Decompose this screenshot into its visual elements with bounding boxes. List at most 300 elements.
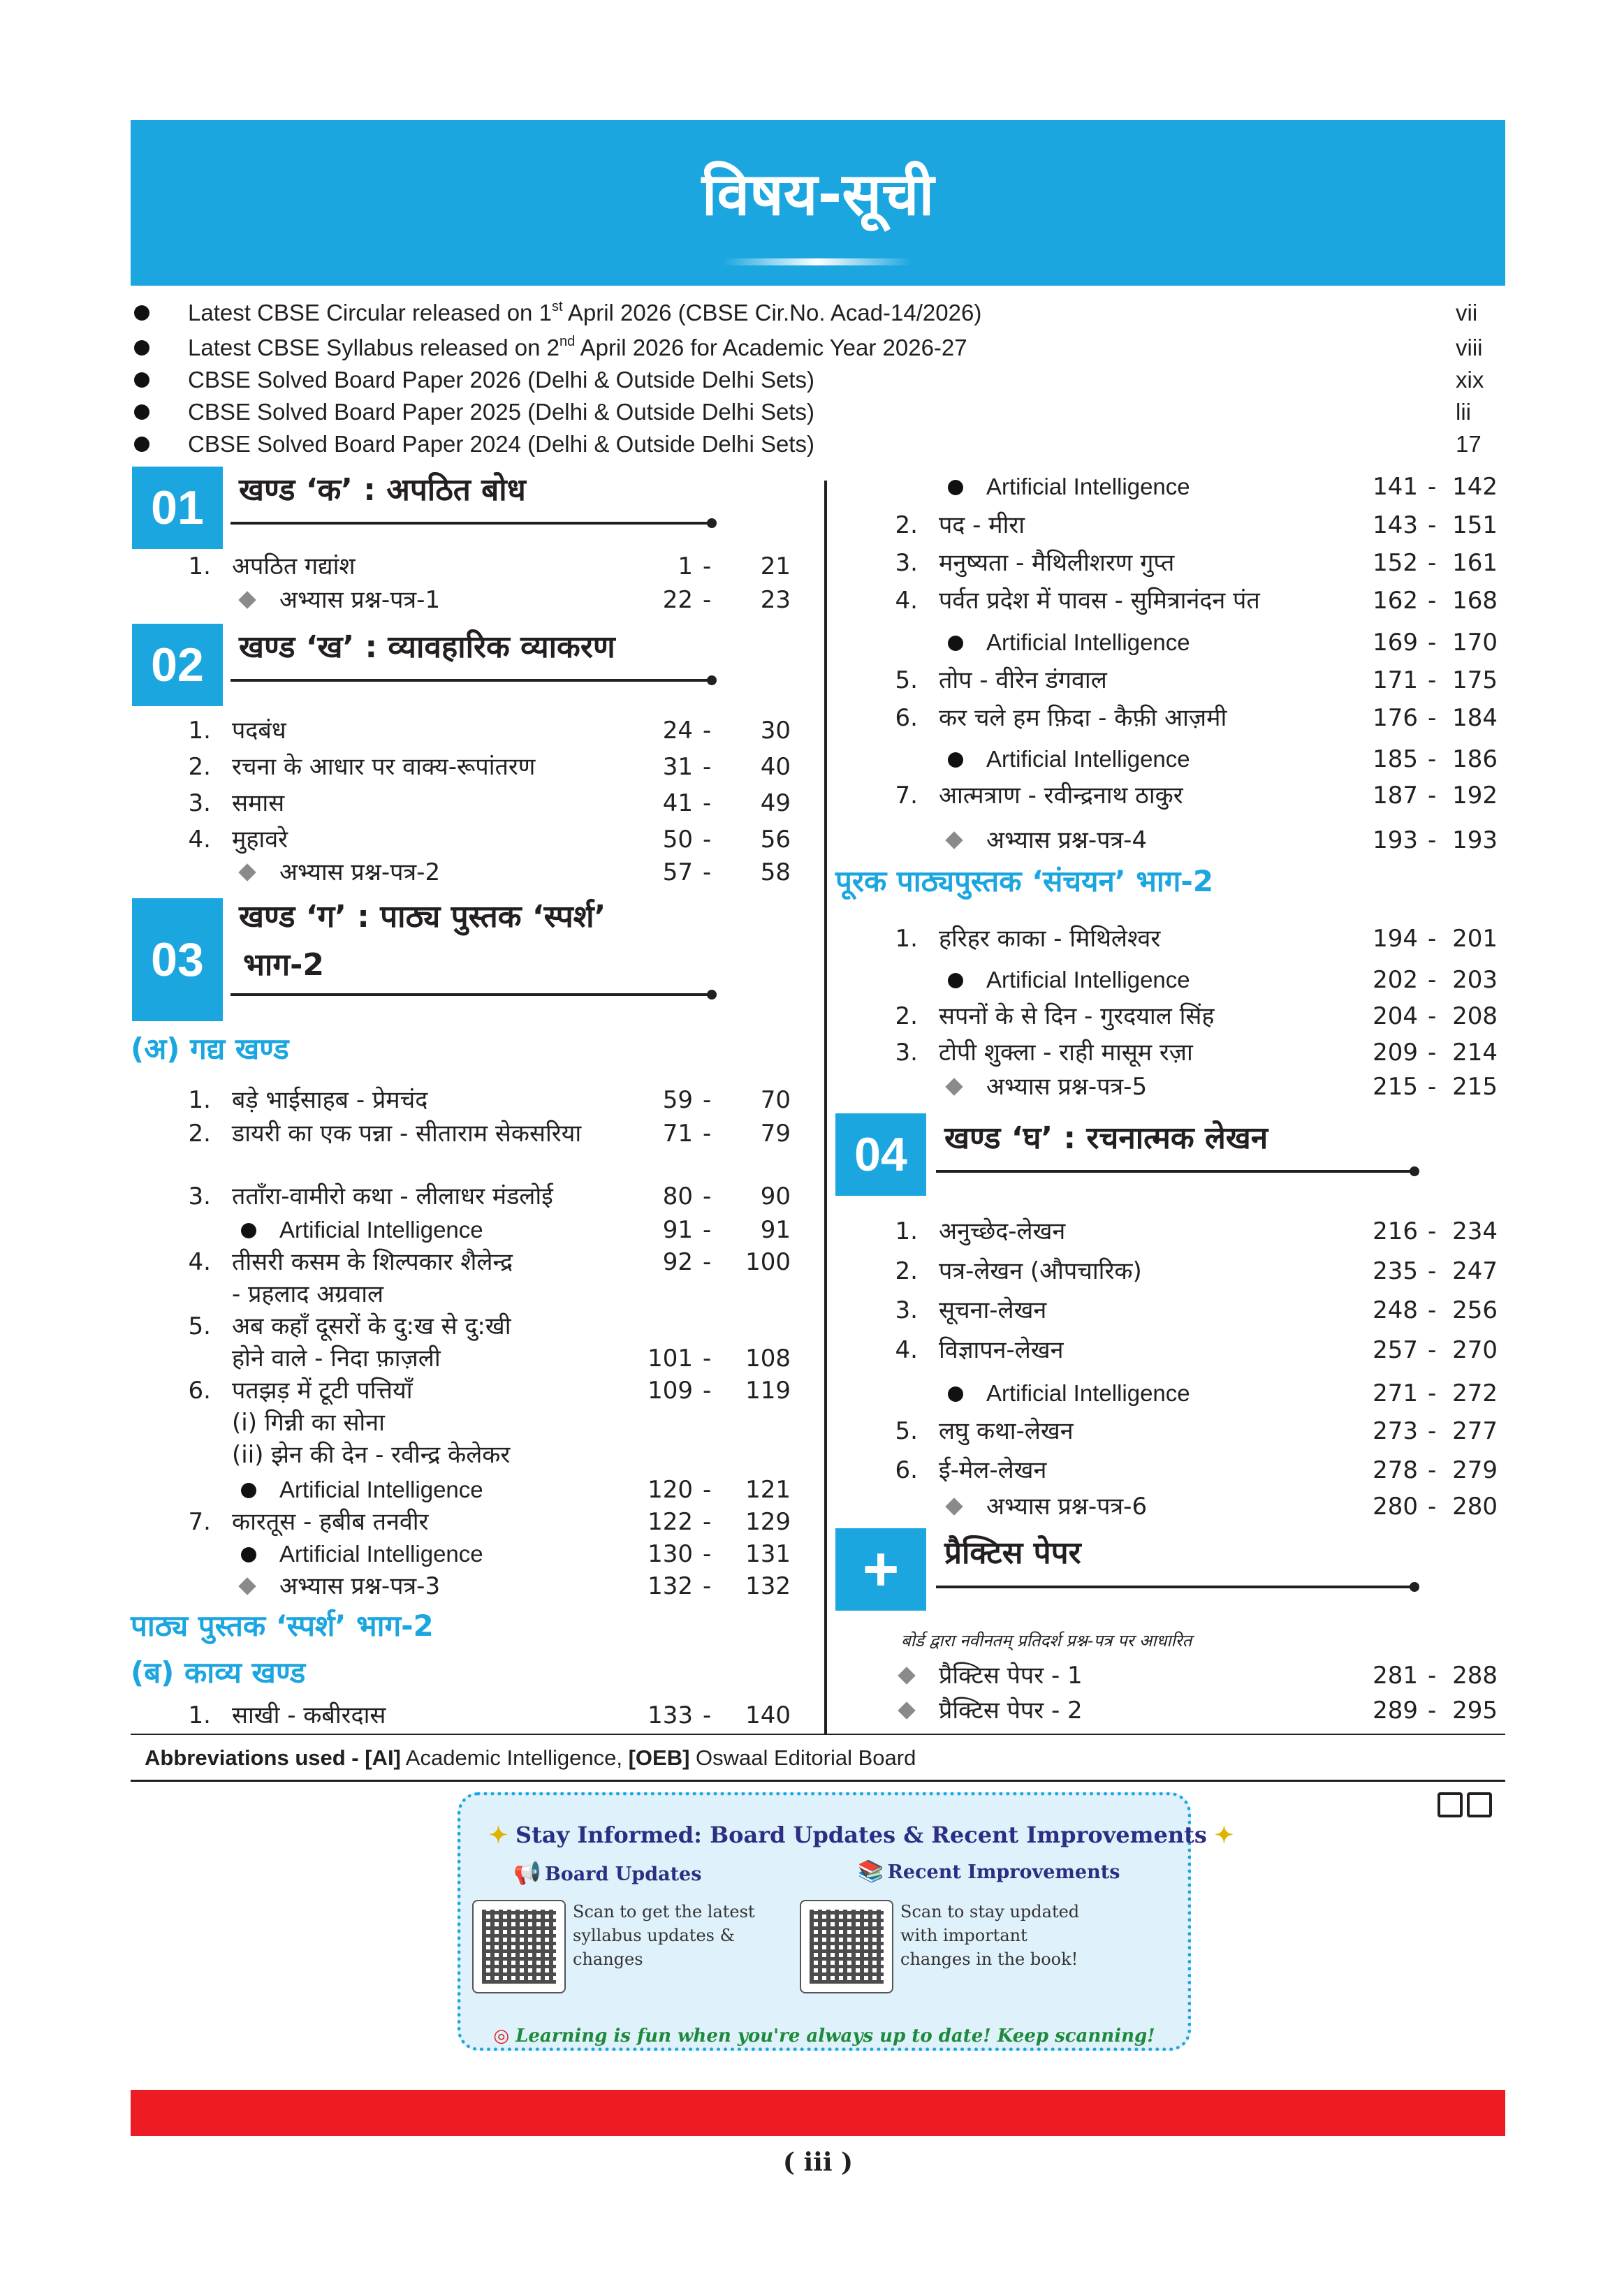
section-rule-dot [707, 675, 717, 685]
diamond-icon [945, 1078, 963, 1095]
page-to: 140 [745, 1701, 791, 1729]
page-dash: - [703, 858, 712, 886]
qr-code-recent-improvements[interactable] [800, 1900, 893, 1993]
page-to: 151 [1452, 511, 1498, 539]
page-dash: - [703, 1183, 712, 1210]
page-from: 31 [662, 753, 693, 781]
section-rule [231, 993, 712, 996]
toc-entry [937, 824, 1505, 856]
entry-title: अभ्यास प्रश्न-पत्र-6 [986, 1493, 1148, 1521]
page-to: 119 [745, 1377, 791, 1405]
page-from: 91 [662, 1216, 693, 1244]
page-to: 70 [760, 1086, 791, 1114]
page-dash: - [1428, 1002, 1437, 1030]
page-to: 256 [1452, 1296, 1498, 1324]
entry-number: 7. [895, 782, 918, 810]
sparkle-icon: ✦ [489, 1822, 508, 1848]
entry-title: तोप - वीरेन डंगवाल [939, 666, 1107, 694]
page-from: 41 [662, 789, 693, 817]
page-from: 176 [1373, 704, 1418, 732]
entry-title: समास [232, 789, 285, 817]
entry-title: Artificial Intelligence [986, 474, 1190, 499]
entry-title: (ii) झेन की देन - रवीन्द्र केलेकर [232, 1441, 511, 1469]
entry-title: Artificial Intelligence [279, 1477, 483, 1502]
entry-title: - प्रहलाद अग्रवाल [232, 1280, 384, 1308]
intro-item [131, 332, 1505, 364]
title-underline [723, 258, 912, 265]
toc-entry [890, 509, 1505, 541]
bullet-icon [134, 404, 149, 420]
page-to: 279 [1452, 1456, 1498, 1484]
page-to: 168 [1452, 587, 1498, 615]
entry-number: 3. [188, 789, 211, 817]
bullet-icon [948, 636, 963, 651]
section-title: खण्ड ‘ख’ : व्यावहारिक व्याकरण [239, 629, 615, 665]
entry-title: प्रैक्टिस पेपर - 1 [939, 1662, 1083, 1690]
toc-entry [890, 1454, 1505, 1486]
page-to: 193 [1452, 826, 1498, 854]
bullet-icon [134, 305, 149, 321]
toc-entry [937, 471, 1505, 503]
subsection-heading: (अ) गद्य खण्ड [131, 1032, 289, 1066]
page-from: 50 [662, 826, 693, 854]
intro-page: viii [1456, 335, 1483, 360]
entry-title: कारतूस - हबीब तनवीर [232, 1508, 429, 1536]
page-dash: - [703, 1086, 712, 1114]
bullet-icon [948, 752, 963, 768]
bullet-icon [241, 1547, 256, 1562]
abbrev-oeb-text: Oswaal Editorial Board [689, 1745, 916, 1770]
page-from: 216 [1373, 1217, 1418, 1245]
section-title: खण्ड ‘क’ : अपठित बोध [239, 472, 526, 508]
abbrev-label: Abbreviations used - [145, 1745, 365, 1770]
entry-title: पत्र-लेखन (औपचारिक) [939, 1257, 1142, 1285]
toc-entry [183, 1310, 798, 1342]
toc-entry [890, 1660, 1505, 1692]
page-from: 92 [662, 1248, 693, 1276]
page-to: 100 [745, 1248, 791, 1276]
entry-number: 4. [895, 1336, 918, 1364]
entry-title: Artificial Intelligence [986, 629, 1190, 655]
page-to: 214 [1452, 1039, 1498, 1067]
entry-title: अब कहाँ दूसरों के दु:ख से दु:खी [232, 1312, 511, 1340]
toc-entry [890, 1037, 1505, 1069]
page-to: 56 [760, 826, 791, 854]
intro-page: xix [1456, 367, 1484, 393]
bullet-icon [241, 1223, 256, 1238]
toc-entry [183, 1699, 798, 1732]
toc-entry [890, 1294, 1505, 1326]
page-dash: - [703, 1476, 712, 1504]
page-from: 202 [1373, 966, 1418, 994]
megaphone-icon: 📢 [513, 1859, 541, 1886]
page-from: 187 [1373, 782, 1418, 810]
entry-title: पर्वत प्रदेश में पावस - सुमित्रानंदन पंत [939, 587, 1260, 615]
section-rule-dot [1410, 1582, 1419, 1592]
page-dash: - [1428, 1456, 1437, 1484]
page-to: 129 [745, 1508, 791, 1536]
page-to: 272 [1452, 1379, 1498, 1407]
bullet-icon [134, 372, 149, 388]
intro-page: vii [1456, 300, 1478, 325]
entry-title: सूचना-लेखन [939, 1296, 1047, 1324]
intro-sup: nd [559, 334, 576, 349]
entry-number: 1. [188, 552, 211, 580]
qr-description: Scan to get the latest syllabus updates & changes [573, 1902, 755, 1969]
entry-title: पतझड़ में टूटी पत्तियाँ [232, 1377, 413, 1405]
diamond-icon [898, 1701, 915, 1719]
entry-title: Artificial Intelligence [986, 746, 1190, 772]
section-rule [231, 522, 712, 525]
page-to: 170 [1452, 629, 1498, 657]
entry-title: पदबंध [232, 717, 286, 745]
page-to: 203 [1452, 966, 1498, 994]
entry-title: अपठित गद्यांश [232, 552, 356, 580]
toc-entry [231, 1570, 798, 1602]
page-from: 59 [662, 1086, 693, 1114]
page-dash: - [703, 826, 712, 854]
toc-entry [890, 1694, 1505, 1727]
toc-entry-continuation [183, 1278, 798, 1310]
toc-entry [890, 779, 1505, 812]
board-updates-heading [513, 1859, 701, 1886]
page-dash: - [1428, 1039, 1437, 1067]
page-dash: - [1428, 587, 1437, 615]
section-title: प्रैक्टिस पेपर [944, 1535, 1081, 1571]
entry-title: Artificial Intelligence [279, 1541, 483, 1567]
page-from: 162 [1373, 587, 1418, 615]
section-title-line2: भाग-2 [243, 947, 324, 983]
page-from: 194 [1373, 925, 1418, 953]
page-from: 278 [1373, 1456, 1418, 1484]
entry-number: 3. [895, 1296, 918, 1324]
toc-entry [937, 627, 1505, 659]
entry-number: 7. [188, 1508, 211, 1536]
toc-entry [183, 1118, 798, 1150]
toc-entry [231, 856, 798, 888]
entry-title: पद - मीरा [939, 511, 1025, 539]
footer-red-bar [131, 2090, 1505, 2136]
intro-text: CBSE Solved Board Paper 2026 (Delhi & Outside Delhi Sets) [188, 367, 814, 393]
toc-entry [183, 1246, 798, 1278]
subsection-heading: पूरक पाठ्यपुस्तक ‘संचयन’ भाग-2 [835, 864, 1214, 898]
page-from: 80 [662, 1183, 693, 1210]
section-rule-dot [707, 990, 717, 1000]
page-from: 257 [1373, 1336, 1418, 1364]
abbrev-oeb-key: [OEB] [628, 1745, 690, 1770]
intro-text: Latest CBSE Syllabus released on 2 [188, 335, 559, 360]
toc-entry [183, 715, 798, 747]
toc-entry [183, 1506, 798, 1538]
subsection-heading: पाठ्य पुस्तक ‘स्पर्श’ भाग-2 [131, 1609, 434, 1643]
qr-footer-text: Learning is fun when you're always up to date! Keep scanning! [515, 2026, 1155, 2047]
page-dash: - [1428, 1493, 1437, 1521]
page-to: 192 [1452, 782, 1498, 810]
intro-text: CBSE Solved Board Paper 2024 (Delhi & Outside Delhi Sets) [188, 431, 814, 457]
page-to: 184 [1452, 704, 1498, 732]
section-rule-dot [1410, 1166, 1419, 1176]
page-to: 49 [760, 789, 791, 817]
page-from: 289 [1373, 1697, 1418, 1725]
page-dash: - [703, 1540, 712, 1568]
intro-item [131, 297, 1505, 329]
intro-text: April 2026 for Academic Year 2026-27 [575, 335, 967, 360]
entry-title: अनुच्छेद-लेखन [939, 1217, 1066, 1245]
toc-entry [183, 1180, 798, 1213]
page-from: 271 [1373, 1379, 1418, 1407]
entry-title: (i) गिन्नी का सोना [232, 1409, 385, 1437]
entry-title: टोपी शुक्ला - राही मासूम रज़ा [939, 1039, 1193, 1067]
page-from: 204 [1373, 1002, 1418, 1030]
qr-subheading: Board Updates [544, 1864, 702, 1885]
subsection-heading: (ब) काव्य खण्ड [131, 1655, 306, 1690]
section-number: 01 [132, 467, 223, 549]
column-divider [824, 481, 827, 1734]
page-dash: - [703, 1248, 712, 1276]
toc-entry [890, 923, 1505, 955]
page-to: 142 [1452, 473, 1498, 501]
page-dash: - [1428, 1257, 1437, 1285]
diamond-icon [945, 1498, 963, 1515]
page-dash: - [1428, 629, 1437, 657]
toc-entry-continuation [183, 1342, 798, 1375]
entry-number: 1. [895, 925, 918, 953]
diamond-icon [945, 831, 963, 849]
page-dash: - [1428, 704, 1437, 732]
page-from: 24 [662, 717, 693, 745]
entry-number: 1. [188, 717, 211, 745]
page-dash: - [1428, 1336, 1437, 1364]
page-to: 91 [760, 1216, 791, 1244]
entry-title: Artificial Intelligence [279, 1217, 483, 1243]
qr-footer-note [489, 2026, 1160, 2047]
page-to: 288 [1452, 1662, 1498, 1690]
page-from: 281 [1373, 1662, 1418, 1690]
page-dash: - [1428, 1662, 1437, 1690]
page-to: 79 [760, 1120, 791, 1148]
entry-number: 2. [895, 1257, 918, 1285]
section-number: 03 [132, 898, 223, 1021]
page-to: 215 [1452, 1073, 1498, 1101]
page-from: 235 [1373, 1257, 1418, 1285]
toc-entry [890, 702, 1505, 734]
page-from: 215 [1373, 1073, 1418, 1101]
page-dash: - [1428, 549, 1437, 577]
page-to: 23 [760, 586, 791, 614]
page-dash: - [1428, 1697, 1437, 1725]
page-dash: - [1428, 666, 1437, 694]
toc-entry [890, 547, 1505, 579]
entry-number: 6. [188, 1377, 211, 1405]
entry-number: 1. [188, 1086, 211, 1114]
page-to: 247 [1452, 1257, 1498, 1285]
entry-title: रचना के आधार पर वाक्य-रूपांतरण [232, 753, 536, 781]
entry-title: विज्ञापन-लेखन [939, 1336, 1064, 1364]
qr-code-board-updates[interactable] [472, 1900, 566, 1993]
page-dash: - [703, 1572, 712, 1600]
page-dash: - [1428, 473, 1437, 501]
footer-rule-top [131, 1734, 1505, 1735]
page-to: 175 [1452, 666, 1498, 694]
entry-title: अभ्यास प्रश्न-पत्र-4 [986, 826, 1148, 854]
entry-number: 1. [188, 1701, 211, 1729]
section-rule [936, 1586, 1415, 1588]
page-dash: - [1428, 1073, 1437, 1101]
page-dash: - [703, 789, 712, 817]
entry-number: 5. [895, 666, 918, 694]
page-dash: - [1428, 966, 1437, 994]
entry-number: 2. [895, 1002, 918, 1030]
toc-entry [183, 823, 798, 856]
page-from: 280 [1373, 1493, 1418, 1521]
toc-entry [231, 1214, 798, 1246]
page-dash: - [1428, 745, 1437, 773]
end-mark-icon [1438, 1792, 1496, 1824]
page-number: ( iii ) [782, 2148, 854, 2177]
page-from: 141 [1373, 473, 1418, 501]
entry-title: बड़े भाईसाहब - प्रेमचंद [232, 1086, 428, 1114]
entry-title: सपनों के से दिन - गुरदयाल सिंह [939, 1002, 1215, 1030]
entry-title: अभ्यास प्रश्न-पत्र-5 [986, 1073, 1148, 1101]
page-dash: - [703, 552, 712, 580]
page-dash: - [1428, 1217, 1437, 1245]
toc-entry [937, 964, 1505, 996]
toc-subentry [183, 1407, 798, 1439]
section-rule-dot [707, 518, 717, 528]
intro-text: Latest CBSE Circular released on 1 [188, 300, 552, 325]
entry-number: 2. [188, 753, 211, 781]
entry-number: 4. [188, 1248, 211, 1276]
intro-text: April 2026 (CBSE Cir.No. Acad-14/2026) [562, 300, 982, 325]
toc-entry [890, 1215, 1505, 1247]
entry-number: 3. [895, 549, 918, 577]
entry-number: 6. [895, 1456, 918, 1484]
page-to: 21 [760, 552, 791, 580]
entry-title: आत्मत्राण - रवीन्द्रनाथ ठाकुर [939, 782, 1183, 810]
bullet-icon [241, 1483, 256, 1498]
page-from: 171 [1373, 666, 1418, 694]
entry-number: 2. [188, 1120, 211, 1148]
page-from: 133 [648, 1701, 693, 1729]
toc-entry [183, 787, 798, 819]
qr-description: Scan to stay updated with important changes in the book! [900, 1902, 1080, 1969]
page-from: 57 [662, 858, 693, 886]
page-to: 277 [1452, 1417, 1498, 1445]
entry-title: साखी - कबीरदास [232, 1701, 386, 1729]
toc-entry [183, 751, 798, 783]
page-to: 270 [1452, 1336, 1498, 1364]
entry-title: अभ्यास प्रश्न-पत्र-1 [279, 586, 441, 614]
entry-title: प्रैक्टिस पेपर - 2 [939, 1697, 1083, 1725]
page-to: 40 [760, 753, 791, 781]
entry-title: होने वाले - निदा फ़ाज़ली [232, 1345, 441, 1372]
page-dash: - [1428, 1417, 1437, 1445]
page-dash: - [1428, 782, 1437, 810]
entry-title: तीसरी कसम के शिल्पकार शैलेन्द्र [232, 1248, 513, 1276]
toc-subentry [183, 1439, 798, 1471]
page-to: 186 [1452, 745, 1498, 773]
entry-title: हरिहर काका - मिथिलेश्वर [939, 925, 1161, 953]
toc-entry [890, 1255, 1505, 1287]
entry-title: मुहावरे [232, 826, 288, 854]
page-from: 109 [648, 1377, 693, 1405]
page-to: 121 [745, 1476, 791, 1504]
bullet-icon [134, 340, 149, 356]
toc-entry [183, 550, 798, 583]
toc-entry [231, 1474, 798, 1506]
section-number: 02 [132, 624, 223, 706]
page-from: 130 [648, 1540, 693, 1568]
page-to: 161 [1452, 549, 1498, 577]
page-from: 169 [1373, 629, 1418, 657]
page-to: 58 [760, 858, 791, 886]
page-to: 201 [1452, 925, 1498, 953]
page-from: 120 [648, 1476, 693, 1504]
intro-item [131, 396, 1505, 428]
page-dash: - [703, 1377, 712, 1405]
section-number: 04 [835, 1113, 926, 1196]
toc-entry [937, 1071, 1505, 1103]
entry-title: लघु कथा-लेखन [939, 1417, 1074, 1445]
page-from: 193 [1373, 826, 1418, 854]
page-to: 90 [760, 1183, 791, 1210]
page-to: 131 [745, 1540, 791, 1568]
page-to: 208 [1452, 1002, 1498, 1030]
entry-number: 5. [188, 1312, 211, 1340]
intro-item [131, 364, 1505, 396]
toc-entry [937, 1377, 1505, 1410]
toc-entry [231, 584, 798, 616]
page-from: 71 [662, 1120, 693, 1148]
page-dash: - [703, 1216, 712, 1244]
toc-entry [890, 585, 1505, 617]
page-dash: - [703, 1508, 712, 1536]
toc-entry [890, 1415, 1505, 1447]
page-from: 143 [1373, 511, 1418, 539]
page-to: 132 [745, 1572, 791, 1600]
entry-number: 3. [895, 1039, 918, 1067]
entry-number: 2. [895, 511, 918, 539]
entry-number: 6. [895, 704, 918, 732]
intro-sup: st [551, 299, 563, 314]
toc-entry [231, 1538, 798, 1570]
toc-entry [937, 743, 1505, 775]
target-icon: ◎ [493, 2026, 510, 2047]
page-to: 295 [1452, 1697, 1498, 1725]
page-from: 185 [1373, 745, 1418, 773]
qr-panel-title [489, 1822, 1234, 1848]
abbrev-ai-key: [AI] [365, 1745, 401, 1770]
qr-subheading: Recent Improvements [887, 1861, 1120, 1883]
entry-number: 4. [188, 826, 211, 854]
diamond-icon [238, 591, 256, 608]
page-dash: - [703, 717, 712, 745]
page-title: विषय-सूची [701, 160, 935, 228]
toc-entry [183, 1375, 798, 1407]
page-from: 152 [1373, 549, 1418, 577]
page-from: 101 [648, 1345, 693, 1372]
page-dash: - [1428, 511, 1437, 539]
page-dash: - [703, 586, 712, 614]
entry-title: अभ्यास प्रश्न-पत्र-2 [279, 858, 441, 886]
section-title: खण्ड ‘ग’ : पाठ्य पुस्तक ‘स्पर्श’ [239, 899, 606, 935]
page-to: 234 [1452, 1217, 1498, 1245]
diamond-icon [238, 1577, 256, 1595]
intro-item [131, 428, 1505, 460]
page-dash: - [1428, 925, 1437, 953]
page-from: 273 [1373, 1417, 1418, 1445]
entry-title: अभ्यास प्रश्न-पत्र-3 [279, 1572, 441, 1600]
